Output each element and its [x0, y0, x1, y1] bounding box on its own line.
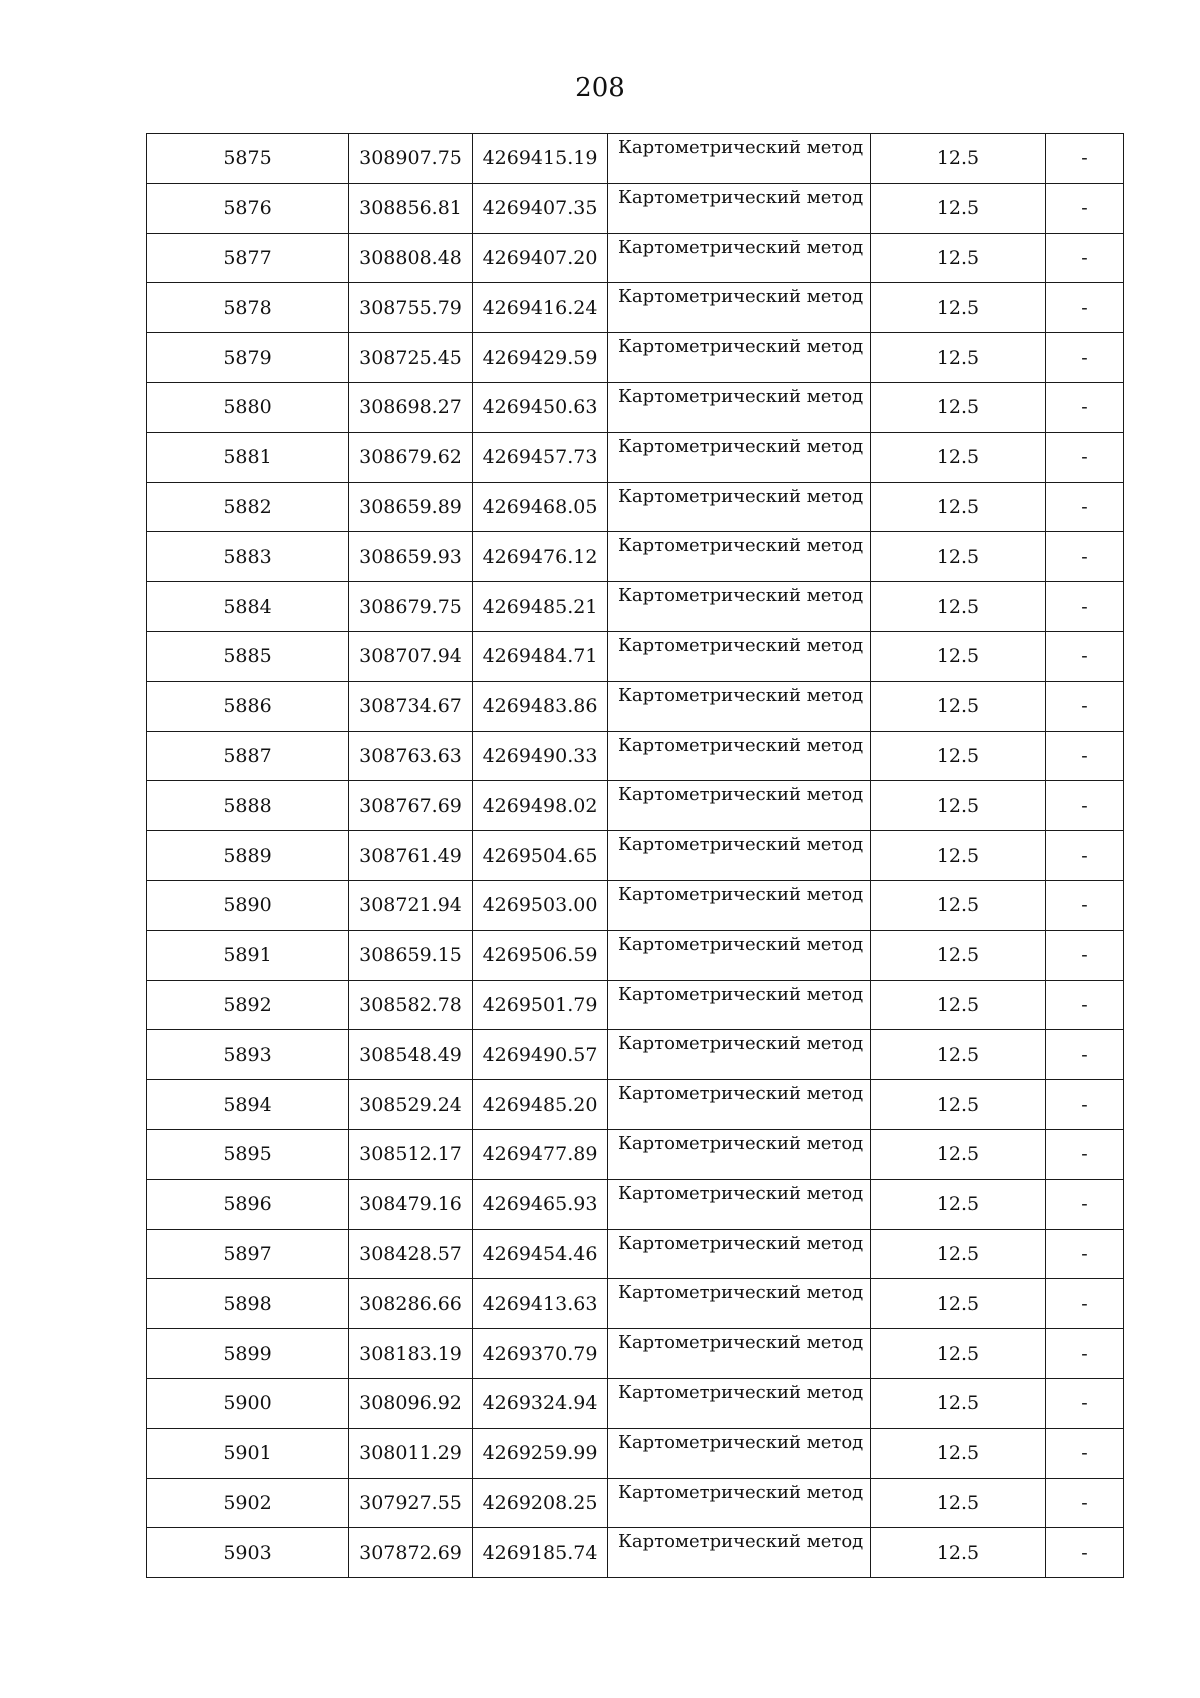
table-row — [147, 1179, 1124, 1229]
accuracy-cell: 12.5 — [871, 482, 1046, 532]
x-coordinate-cell: 308011.29 — [349, 1428, 473, 1478]
x-coordinate-cell: 308582.78 — [349, 980, 473, 1030]
point-number-cell: 5888 — [147, 781, 349, 831]
note-cell: - — [1046, 1279, 1124, 1329]
method-cell: Картометрический метод — [608, 382, 871, 432]
accuracy-cell: 12.5 — [871, 781, 1046, 831]
note-cell: - — [1046, 482, 1124, 532]
table-row — [147, 681, 1124, 731]
y-coordinate-cell: 4269501.79 — [473, 980, 608, 1030]
y-coordinate-cell: 4269413.63 — [473, 1279, 608, 1329]
x-coordinate-cell: 308529.24 — [349, 1080, 473, 1130]
method-cell: Картометрический метод — [608, 333, 871, 383]
method-cell: Картометрический метод — [608, 1329, 871, 1379]
method-cell: Картометрический метод — [608, 1528, 871, 1578]
point-number-cell: 5878 — [147, 283, 349, 333]
point-number-cell: 5900 — [147, 1378, 349, 1428]
x-coordinate-cell: 307927.55 — [349, 1478, 473, 1528]
x-coordinate-cell: 308761.49 — [349, 831, 473, 881]
table-row — [147, 1428, 1124, 1478]
x-coordinate-cell: 308428.57 — [349, 1229, 473, 1279]
note-cell: - — [1046, 582, 1124, 632]
note-cell: - — [1046, 532, 1124, 582]
note-cell: - — [1046, 1030, 1124, 1080]
accuracy-cell: 12.5 — [871, 631, 1046, 681]
y-coordinate-cell: 4269490.33 — [473, 731, 608, 781]
x-coordinate-cell: 308659.89 — [349, 482, 473, 532]
point-number-cell: 5887 — [147, 731, 349, 781]
note-cell: - — [1046, 1129, 1124, 1179]
y-coordinate-cell: 4269506.59 — [473, 930, 608, 980]
method-cell: Картометрический метод — [608, 134, 871, 184]
x-coordinate-cell: 308725.45 — [349, 333, 473, 383]
y-coordinate-cell: 4269485.20 — [473, 1080, 608, 1130]
note-cell: - — [1046, 134, 1124, 184]
table-row — [147, 930, 1124, 980]
table-row — [147, 183, 1124, 233]
method-cell: Картометрический метод — [608, 233, 871, 283]
accuracy-cell: 12.5 — [871, 1179, 1046, 1229]
page-number: 208 — [575, 73, 625, 103]
y-coordinate-cell: 4269259.99 — [473, 1428, 608, 1478]
y-coordinate-cell: 4269416.24 — [473, 283, 608, 333]
note-cell: - — [1046, 631, 1124, 681]
table-row — [147, 1030, 1124, 1080]
note-cell: - — [1046, 283, 1124, 333]
note-cell: - — [1046, 432, 1124, 482]
y-coordinate-cell: 4269429.59 — [473, 333, 608, 383]
method-cell: Картометрический метод — [608, 1179, 871, 1229]
x-coordinate-cell: 308183.19 — [349, 1329, 473, 1379]
accuracy-cell: 12.5 — [871, 333, 1046, 383]
accuracy-cell: 12.5 — [871, 831, 1046, 881]
method-cell: Картометрический метод — [608, 880, 871, 930]
y-coordinate-cell: 4269504.65 — [473, 831, 608, 881]
x-coordinate-cell: 308548.49 — [349, 1030, 473, 1080]
note-cell: - — [1046, 1229, 1124, 1279]
point-number-cell: 5897 — [147, 1229, 349, 1279]
note-cell: - — [1046, 1329, 1124, 1379]
method-cell: Картометрический метод — [608, 731, 871, 781]
y-coordinate-cell: 4269476.12 — [473, 532, 608, 582]
accuracy-cell: 12.5 — [871, 532, 1046, 582]
table-row — [147, 233, 1124, 283]
note-cell: - — [1046, 1428, 1124, 1478]
x-coordinate-cell: 308856.81 — [349, 183, 473, 233]
note-cell: - — [1046, 382, 1124, 432]
point-number-cell: 5884 — [147, 582, 349, 632]
accuracy-cell: 12.5 — [871, 183, 1046, 233]
point-number-cell: 5891 — [147, 930, 349, 980]
point-number-cell: 5876 — [147, 183, 349, 233]
y-coordinate-cell: 4269483.86 — [473, 681, 608, 731]
table-row — [147, 631, 1124, 681]
table-row — [147, 134, 1124, 184]
y-coordinate-cell: 4269457.73 — [473, 432, 608, 482]
note-cell: - — [1046, 731, 1124, 781]
accuracy-cell: 12.5 — [871, 1378, 1046, 1428]
note-cell: - — [1046, 1080, 1124, 1130]
method-cell: Картометрический метод — [608, 1279, 871, 1329]
note-cell: - — [1046, 1478, 1124, 1528]
x-coordinate-cell: 308698.27 — [349, 382, 473, 432]
y-coordinate-cell: 4269450.63 — [473, 382, 608, 432]
table-row — [147, 731, 1124, 781]
note-cell: - — [1046, 980, 1124, 1030]
point-number-cell: 5899 — [147, 1329, 349, 1379]
table-row — [147, 283, 1124, 333]
y-coordinate-cell: 4269370.79 — [473, 1329, 608, 1379]
table-row — [147, 333, 1124, 383]
point-number-cell: 5875 — [147, 134, 349, 184]
table-row — [147, 1478, 1124, 1528]
y-coordinate-cell: 4269465.93 — [473, 1179, 608, 1229]
accuracy-cell: 12.5 — [871, 134, 1046, 184]
method-cell: Картометрический метод — [608, 781, 871, 831]
note-cell: - — [1046, 831, 1124, 881]
point-number-cell: 5901 — [147, 1428, 349, 1478]
accuracy-cell: 12.5 — [871, 1279, 1046, 1329]
x-coordinate-cell: 308659.15 — [349, 930, 473, 980]
x-coordinate-cell: 308479.16 — [349, 1179, 473, 1229]
y-coordinate-cell: 4269485.21 — [473, 582, 608, 632]
accuracy-cell: 12.5 — [871, 681, 1046, 731]
accuracy-cell: 12.5 — [871, 930, 1046, 980]
x-coordinate-cell: 308721.94 — [349, 880, 473, 930]
table-row — [147, 482, 1124, 532]
x-coordinate-cell: 307872.69 — [349, 1528, 473, 1578]
point-number-cell: 5903 — [147, 1528, 349, 1578]
note-cell: - — [1046, 880, 1124, 930]
y-coordinate-cell: 4269185.74 — [473, 1528, 608, 1578]
note-cell: - — [1046, 681, 1124, 731]
x-coordinate-cell: 308659.93 — [349, 532, 473, 582]
note-cell: - — [1046, 1378, 1124, 1428]
method-cell: Картометрический метод — [608, 1129, 871, 1179]
coordinates-table-body — [147, 134, 1124, 1578]
y-coordinate-cell: 4269468.05 — [473, 482, 608, 532]
x-coordinate-cell: 308096.92 — [349, 1378, 473, 1428]
table-row — [147, 1229, 1124, 1279]
x-coordinate-cell: 308707.94 — [349, 631, 473, 681]
y-coordinate-cell: 4269490.57 — [473, 1030, 608, 1080]
accuracy-cell: 12.5 — [871, 1528, 1046, 1578]
note-cell: - — [1046, 930, 1124, 980]
point-number-cell: 5890 — [147, 880, 349, 930]
method-cell: Картометрический метод — [608, 183, 871, 233]
point-number-cell: 5885 — [147, 631, 349, 681]
point-number-cell: 5880 — [147, 382, 349, 432]
table-row — [147, 1279, 1124, 1329]
x-coordinate-cell: 308755.79 — [349, 283, 473, 333]
table-row — [147, 980, 1124, 1030]
y-coordinate-cell: 4269324.94 — [473, 1378, 608, 1428]
y-coordinate-cell: 4269407.35 — [473, 183, 608, 233]
y-coordinate-cell: 4269454.46 — [473, 1229, 608, 1279]
note-cell: - — [1046, 333, 1124, 383]
accuracy-cell: 12.5 — [871, 382, 1046, 432]
method-cell: Картометрический метод — [608, 930, 871, 980]
table-row — [147, 582, 1124, 632]
point-number-cell: 5902 — [147, 1478, 349, 1528]
point-number-cell: 5886 — [147, 681, 349, 731]
x-coordinate-cell: 308286.66 — [349, 1279, 473, 1329]
point-number-cell: 5879 — [147, 333, 349, 383]
accuracy-cell: 12.5 — [871, 1329, 1046, 1379]
method-cell: Картометрический метод — [608, 432, 871, 482]
method-cell: Картометрический метод — [608, 980, 871, 1030]
x-coordinate-cell: 308734.67 — [349, 681, 473, 731]
table-row — [147, 1378, 1124, 1428]
x-coordinate-cell: 308763.63 — [349, 731, 473, 781]
table-row — [147, 1129, 1124, 1179]
method-cell: Картометрический метод — [608, 831, 871, 881]
note-cell: - — [1046, 1528, 1124, 1578]
point-number-cell: 5882 — [147, 482, 349, 532]
x-coordinate-cell: 308808.48 — [349, 233, 473, 283]
y-coordinate-cell: 4269503.00 — [473, 880, 608, 930]
x-coordinate-cell: 308679.75 — [349, 582, 473, 632]
y-coordinate-cell: 4269484.71 — [473, 631, 608, 681]
accuracy-cell: 12.5 — [871, 1478, 1046, 1528]
accuracy-cell: 12.5 — [871, 980, 1046, 1030]
point-number-cell: 5889 — [147, 831, 349, 881]
point-number-cell: 5898 — [147, 1279, 349, 1329]
accuracy-cell: 12.5 — [871, 880, 1046, 930]
method-cell: Картометрический метод — [608, 532, 871, 582]
y-coordinate-cell: 4269415.19 — [473, 134, 608, 184]
table-row — [147, 831, 1124, 881]
x-coordinate-cell: 308679.62 — [349, 432, 473, 482]
note-cell: - — [1046, 183, 1124, 233]
method-cell: Картометрический метод — [608, 582, 871, 632]
accuracy-cell: 12.5 — [871, 731, 1046, 781]
accuracy-cell: 12.5 — [871, 582, 1046, 632]
y-coordinate-cell: 4269477.89 — [473, 1129, 608, 1179]
coordinates-table-wrapper — [146, 133, 1123, 1578]
x-coordinate-cell: 308767.69 — [349, 781, 473, 831]
method-cell: Картометрический метод — [608, 631, 871, 681]
y-coordinate-cell: 4269208.25 — [473, 1478, 608, 1528]
point-number-cell: 5894 — [147, 1080, 349, 1130]
note-cell: - — [1046, 233, 1124, 283]
accuracy-cell: 12.5 — [871, 1229, 1046, 1279]
accuracy-cell: 12.5 — [871, 432, 1046, 482]
point-number-cell: 5881 — [147, 432, 349, 482]
table-row — [147, 1528, 1124, 1578]
table-row — [147, 781, 1124, 831]
accuracy-cell: 12.5 — [871, 283, 1046, 333]
method-cell: Картометрический метод — [608, 1428, 871, 1478]
table-row — [147, 1080, 1124, 1130]
method-cell: Картометрический метод — [608, 1478, 871, 1528]
point-number-cell: 5893 — [147, 1030, 349, 1080]
note-cell: - — [1046, 1179, 1124, 1229]
accuracy-cell: 12.5 — [871, 1080, 1046, 1130]
point-number-cell: 5892 — [147, 980, 349, 1030]
coordinates-table — [146, 133, 1124, 1578]
method-cell: Картометрический метод — [608, 681, 871, 731]
method-cell: Картометрический метод — [608, 1080, 871, 1130]
accuracy-cell: 12.5 — [871, 1428, 1046, 1478]
accuracy-cell: 12.5 — [871, 1030, 1046, 1080]
accuracy-cell: 12.5 — [871, 233, 1046, 283]
y-coordinate-cell: 4269498.02 — [473, 781, 608, 831]
point-number-cell: 5877 — [147, 233, 349, 283]
method-cell: Картометрический метод — [608, 1229, 871, 1279]
method-cell: Картометрический метод — [608, 1030, 871, 1080]
method-cell: Картометрический метод — [608, 283, 871, 333]
x-coordinate-cell: 308512.17 — [349, 1129, 473, 1179]
x-coordinate-cell: 308907.75 — [349, 134, 473, 184]
point-number-cell: 5895 — [147, 1129, 349, 1179]
table-row — [147, 382, 1124, 432]
y-coordinate-cell: 4269407.20 — [473, 233, 608, 283]
method-cell: Картометрический метод — [608, 482, 871, 532]
table-row — [147, 532, 1124, 582]
table-row — [147, 1329, 1124, 1379]
note-cell: - — [1046, 781, 1124, 831]
table-row — [147, 432, 1124, 482]
table-row — [147, 880, 1124, 930]
accuracy-cell: 12.5 — [871, 1129, 1046, 1179]
point-number-cell: 5896 — [147, 1179, 349, 1229]
method-cell: Картометрический метод — [608, 1378, 871, 1428]
point-number-cell: 5883 — [147, 532, 349, 582]
